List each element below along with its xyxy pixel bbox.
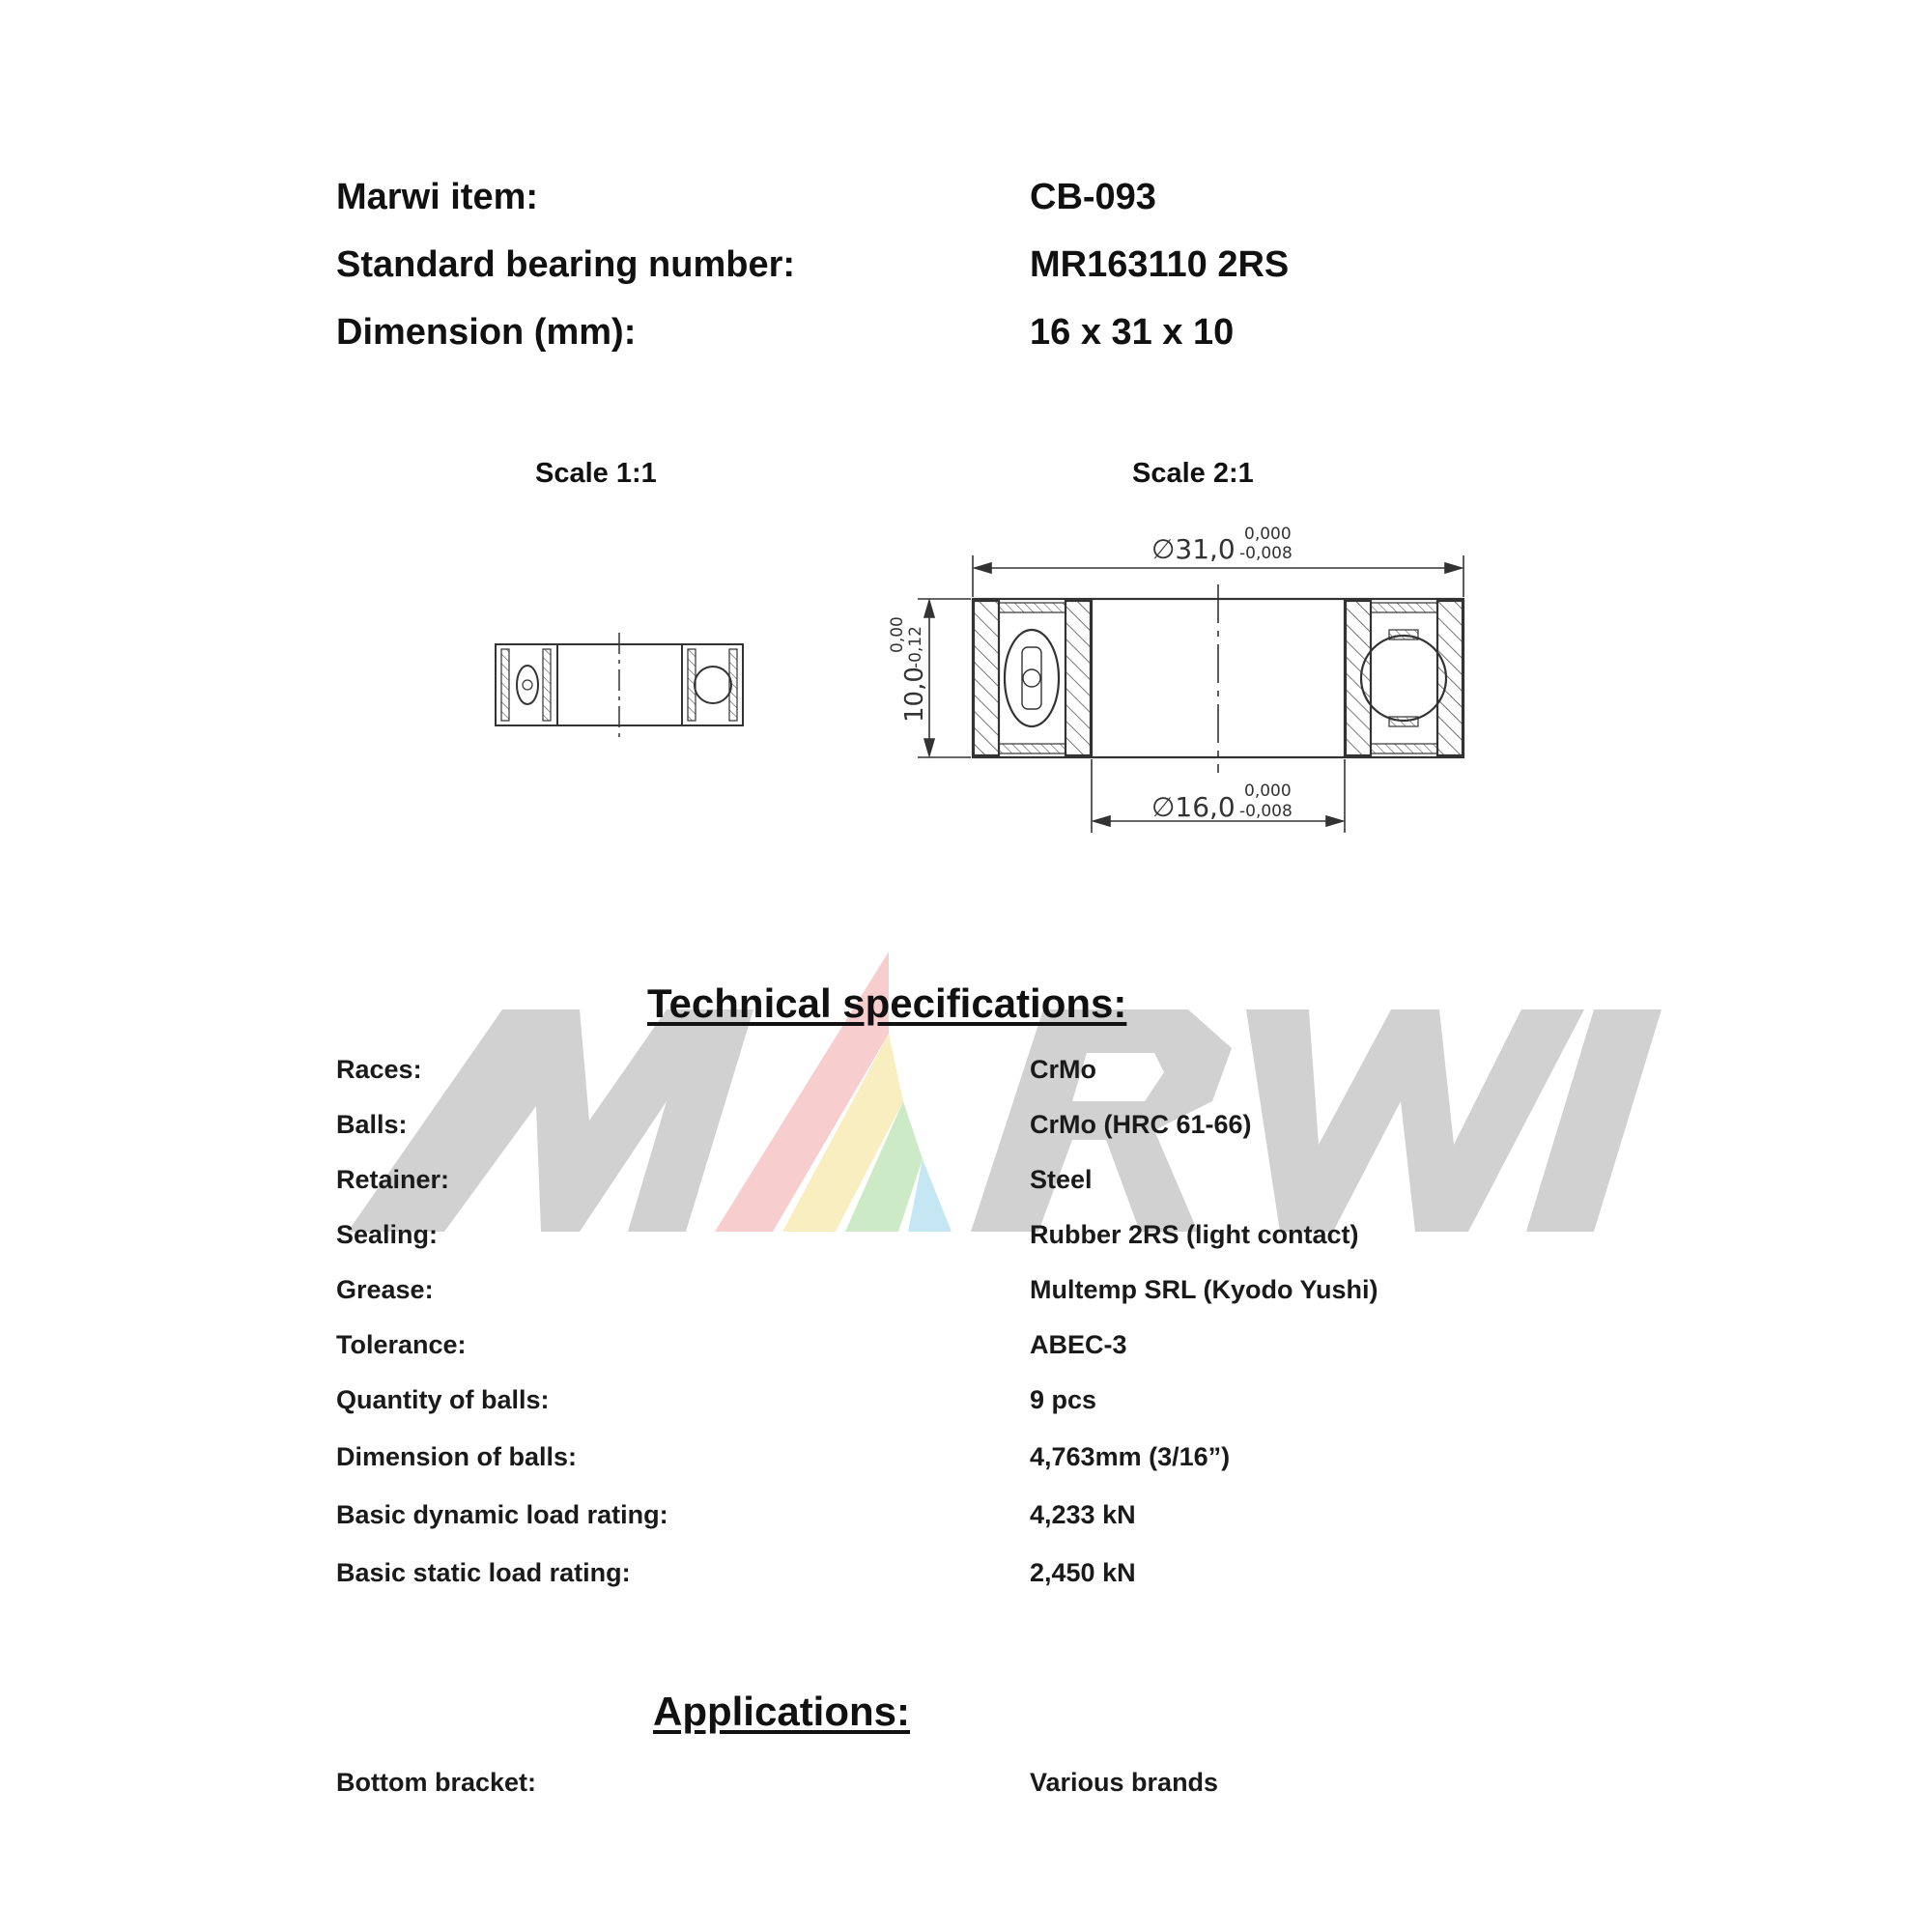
- spec-label-static-load: Basic static load rating:: [336, 1558, 631, 1587]
- spec-value-dynamic-load: 4,233 kN: [1030, 1500, 1136, 1529]
- spec-label-dynamic-load: Basic dynamic load rating:: [336, 1500, 668, 1529]
- outer-diameter-tol-upper: 0,000: [1244, 525, 1292, 544]
- width-tol-upper: 0,00: [888, 616, 907, 653]
- spec-label-dimension-of-balls: Dimension of balls:: [336, 1442, 578, 1471]
- spec-value-sealing: Rubber 2RS (light contact): [1030, 1220, 1359, 1249]
- spec-label-retainer: Retainer:: [336, 1165, 450, 1194]
- header-label-item: Marwi item:: [336, 177, 539, 217]
- spec-label-races: Races:: [336, 1055, 422, 1084]
- header-value-dimension: 16 x 31 x 10: [1030, 312, 1235, 353]
- spec-value-quantity-of-balls: 9 pcs: [1030, 1385, 1097, 1414]
- spec-label-balls: Balls:: [336, 1110, 408, 1139]
- scale-large-title: Scale 2:1: [1132, 458, 1254, 489]
- application-value-bottom-bracket: Various brands: [1030, 1768, 1219, 1797]
- spec-value-dimension-of-balls: 4,763mm (3/16”): [1030, 1442, 1231, 1471]
- width-label: 10,0: [900, 667, 929, 723]
- spec-label-sealing: Sealing:: [336, 1220, 439, 1249]
- spec-label-quantity-of-balls: Quantity of balls:: [336, 1385, 550, 1414]
- scale-small-title: Scale 1:1: [535, 458, 657, 489]
- inner-diameter-tol-lower: -0,008: [1239, 802, 1293, 821]
- spec-label-grease: Grease:: [336, 1275, 434, 1304]
- applications-title: Applications:: [653, 1689, 911, 1734]
- header-label-bearing-number: Standard bearing number:: [336, 244, 796, 285]
- width-tol-lower: -0,12: [906, 626, 925, 668]
- spec-value-retainer: Steel: [1030, 1165, 1093, 1194]
- outer-diameter-tol-lower: -0,008: [1239, 544, 1293, 563]
- spec-value-races: CrMo: [1030, 1055, 1096, 1084]
- spec-value-tolerance: ABEC-3: [1030, 1330, 1127, 1359]
- application-label-bottom-bracket: Bottom bracket:: [336, 1768, 537, 1797]
- inner-diameter-tol-upper: 0,000: [1244, 781, 1292, 801]
- spec-value-grease: Multemp SRL (Kyodo Yushi): [1030, 1275, 1378, 1304]
- outer-diameter-label: ∅31,0: [1151, 533, 1236, 565]
- inner-diameter-label: ∅16,0: [1151, 791, 1236, 823]
- spec-label-tolerance: Tolerance:: [336, 1330, 467, 1359]
- tech-specs-table: [336, 1055, 1592, 1596]
- header-label-dimension: Dimension (mm):: [336, 312, 637, 353]
- header-value-item: CB-093: [1030, 177, 1156, 217]
- small-bearing-section: [496, 633, 743, 739]
- large-bearing-section: [973, 584, 1463, 773]
- header-value-bearing-number: MR163110 2RS: [1030, 244, 1290, 285]
- spec-value-balls: CrMo (HRC 61-66): [1030, 1110, 1252, 1139]
- spec-value-static-load: 2,450 kN: [1030, 1558, 1136, 1587]
- tech-specs-title: Technical specifications:: [647, 980, 1127, 1026]
